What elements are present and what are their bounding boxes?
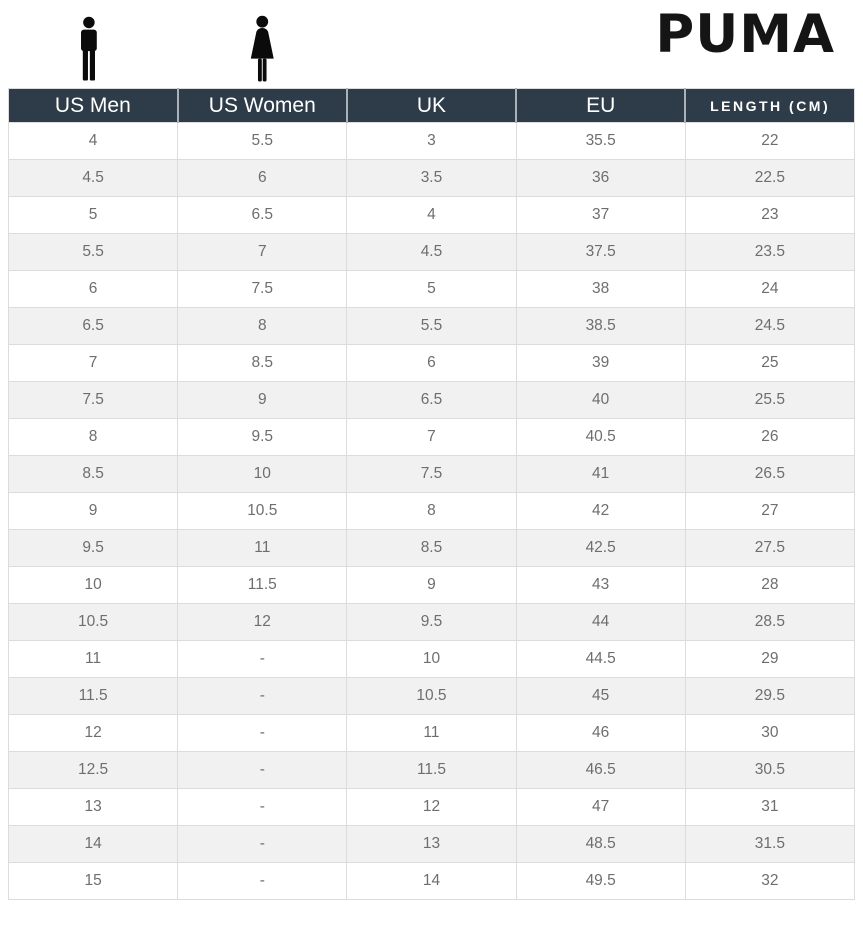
size-cell-us-women: 11 [178, 530, 347, 567]
table-row [9, 123, 855, 160]
size-cell-us-men: 8.5 [9, 456, 178, 493]
size-cell-length-cm: 28.5 [685, 604, 854, 641]
size-cell-length-cm: 24.5 [685, 308, 854, 345]
table-row [9, 382, 855, 419]
size-cell-us-men: 7.5 [9, 382, 178, 419]
size-cell-uk: 13 [347, 826, 516, 863]
size-cell-us-men: 15 [9, 863, 178, 900]
size-cell-uk: 7 [347, 419, 516, 456]
col-header-length-cm: LENGTH (CM) [685, 89, 854, 123]
size-cell-length-cm: 28 [685, 567, 854, 604]
table-row [9, 271, 855, 308]
size-cell-us-women: 10 [178, 456, 347, 493]
size-cell-uk: 14 [347, 863, 516, 900]
table-row [9, 493, 855, 530]
size-cell-eu: 41 [516, 456, 685, 493]
table-row [9, 826, 855, 863]
size-cell-us-women: - [178, 752, 347, 789]
table-row [9, 530, 855, 567]
size-cell-uk: 10.5 [347, 678, 516, 715]
size-cell-us-men: 12.5 [9, 752, 178, 789]
size-cell-length-cm: 22 [685, 123, 854, 160]
size-cell-length-cm: 22.5 [685, 160, 854, 197]
size-cell-us-men: 12 [9, 715, 178, 752]
size-cell-uk: 9.5 [347, 604, 516, 641]
size-cell-eu: 35.5 [516, 123, 685, 160]
size-cell-us-women: - [178, 641, 347, 678]
size-cell-eu: 38.5 [516, 308, 685, 345]
size-cell-length-cm: 26.5 [685, 456, 854, 493]
size-cell-eu: 46.5 [516, 752, 685, 789]
size-cell-us-women: - [178, 826, 347, 863]
size-cell-us-women: - [178, 789, 347, 826]
size-cell-length-cm: 24 [685, 271, 854, 308]
size-cell-length-cm: 30.5 [685, 752, 854, 789]
table-row [9, 678, 855, 715]
puma-logo: PUMA [655, 4, 835, 65]
size-cell-us-women: 7.5 [178, 271, 347, 308]
size-cell-us-women: - [178, 863, 347, 900]
size-cell-us-women: 12 [178, 604, 347, 641]
size-cell-eu: 45 [516, 678, 685, 715]
size-cell-eu: 40 [516, 382, 685, 419]
size-cell-us-men: 14 [9, 826, 178, 863]
size-cell-length-cm: 23 [685, 197, 854, 234]
size-cell-eu: 43 [516, 567, 685, 604]
size-cell-us-men: 10 [9, 567, 178, 604]
size-cell-eu: 38 [516, 271, 685, 308]
col-header-uk: UK [347, 89, 516, 123]
size-cell-us-women: 8.5 [178, 345, 347, 382]
table-row [9, 345, 855, 382]
table-row [9, 641, 855, 678]
size-cell-us-men: 5.5 [9, 234, 178, 271]
size-cell-uk: 11.5 [347, 752, 516, 789]
table-row [9, 604, 855, 641]
size-cell-us-men: 9.5 [9, 530, 178, 567]
size-cell-uk: 11 [347, 715, 516, 752]
size-cell-uk: 8.5 [347, 530, 516, 567]
size-cell-eu: 37 [516, 197, 685, 234]
size-cell-eu: 46 [516, 715, 685, 752]
size-cell-uk: 7.5 [347, 456, 516, 493]
size-cell-length-cm: 27.5 [685, 530, 854, 567]
size-cell-us-men: 4.5 [9, 160, 178, 197]
size-cell-length-cm: 23.5 [685, 234, 854, 271]
size-table [8, 88, 855, 900]
size-cell-uk: 6 [347, 345, 516, 382]
size-cell-us-men: 13 [9, 789, 178, 826]
table-row [9, 308, 855, 345]
size-cell-eu: 36 [516, 160, 685, 197]
woman-icon [246, 15, 279, 83]
table-row [9, 863, 855, 900]
size-cell-us-women: 6 [178, 160, 347, 197]
size-cell-us-men: 11.5 [9, 678, 178, 715]
size-cell-length-cm: 32 [685, 863, 854, 900]
size-cell-uk: 4 [347, 197, 516, 234]
size-cell-uk: 5.5 [347, 308, 516, 345]
size-cell-us-women: 9.5 [178, 419, 347, 456]
size-cell-us-women: - [178, 678, 347, 715]
header-row [9, 89, 855, 123]
table-row [9, 419, 855, 456]
table-row [9, 456, 855, 493]
chart-header [0, 0, 863, 88]
size-cell-us-men: 6.5 [9, 308, 178, 345]
size-cell-us-men: 7 [9, 345, 178, 382]
size-cell-uk: 4.5 [347, 234, 516, 271]
table-row [9, 715, 855, 752]
size-cell-eu: 44 [516, 604, 685, 641]
size-cell-us-men: 4 [9, 123, 178, 160]
table-row [9, 197, 855, 234]
man-icon [76, 16, 102, 82]
size-cell-eu: 49.5 [516, 863, 685, 900]
table-row [9, 234, 855, 271]
size-cell-us-women: 10.5 [178, 493, 347, 530]
size-cell-eu: 48.5 [516, 826, 685, 863]
size-cell-us-women: 9 [178, 382, 347, 419]
size-cell-length-cm: 25.5 [685, 382, 854, 419]
col-header-eu: EU [516, 89, 685, 123]
size-cell-us-men: 10.5 [9, 604, 178, 641]
table-row [9, 789, 855, 826]
size-cell-length-cm: 25 [685, 345, 854, 382]
size-cell-length-cm: 29 [685, 641, 854, 678]
size-cell-us-men: 5 [9, 197, 178, 234]
size-table-body [9, 123, 855, 900]
size-cell-eu: 47 [516, 789, 685, 826]
size-cell-length-cm: 29.5 [685, 678, 854, 715]
size-cell-us-men: 11 [9, 641, 178, 678]
size-cell-us-women: 6.5 [178, 197, 347, 234]
table-row [9, 567, 855, 604]
size-cell-length-cm: 31 [685, 789, 854, 826]
size-cell-us-men: 9 [9, 493, 178, 530]
col-header-us-men: US Men [9, 89, 178, 123]
size-cell-eu: 40.5 [516, 419, 685, 456]
size-cell-uk: 10 [347, 641, 516, 678]
size-cell-uk: 9 [347, 567, 516, 604]
size-cell-length-cm: 27 [685, 493, 854, 530]
size-cell-uk: 12 [347, 789, 516, 826]
size-cell-us-women: 5.5 [178, 123, 347, 160]
size-cell-uk: 8 [347, 493, 516, 530]
table-row [9, 752, 855, 789]
size-cell-us-men: 8 [9, 419, 178, 456]
size-table-head [9, 89, 855, 123]
size-cell-uk: 6.5 [347, 382, 516, 419]
size-cell-us-women: 11.5 [178, 567, 347, 604]
col-header-us-women: US Women [178, 89, 347, 123]
size-cell-eu: 42 [516, 493, 685, 530]
size-cell-us-men: 6 [9, 271, 178, 308]
size-cell-length-cm: 26 [685, 419, 854, 456]
size-cell-us-women: 8 [178, 308, 347, 345]
size-cell-eu: 42.5 [516, 530, 685, 567]
size-cell-length-cm: 30 [685, 715, 854, 752]
size-cell-us-women: 7 [178, 234, 347, 271]
size-cell-uk: 5 [347, 271, 516, 308]
size-cell-uk: 3 [347, 123, 516, 160]
size-cell-uk: 3.5 [347, 160, 516, 197]
size-cell-eu: 39 [516, 345, 685, 382]
size-cell-us-women: - [178, 715, 347, 752]
size-cell-eu: 37.5 [516, 234, 685, 271]
size-cell-eu: 44.5 [516, 641, 685, 678]
table-row [9, 160, 855, 197]
size-cell-length-cm: 31.5 [685, 826, 854, 863]
